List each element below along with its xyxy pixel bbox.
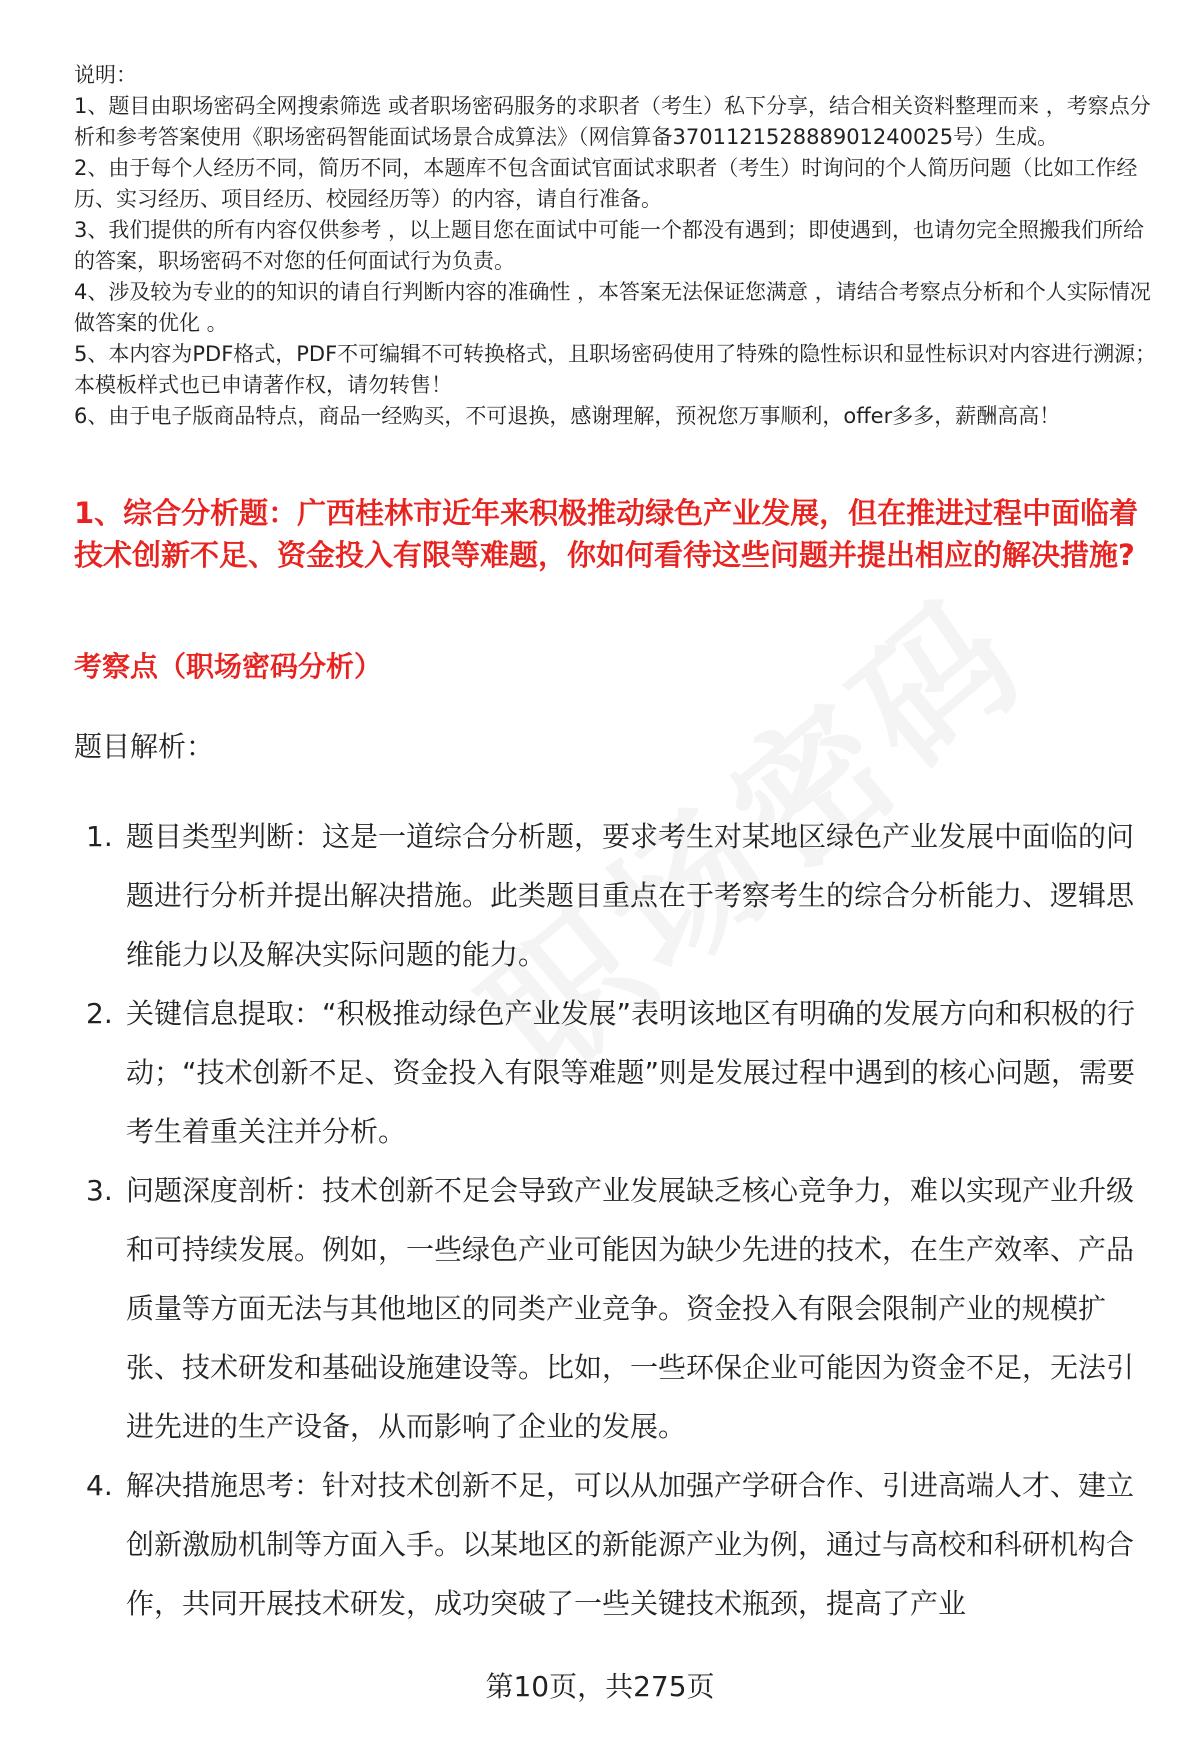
item-text: 题目类型判断：这是一道综合分析题，要求考生对某地区绿色产业发展中面临的问题进行分析并提出解决措施。此类题目重点在于考察考生的综合分析能力、逻辑思维能力以及解决实际问题的能力。 <box>126 820 1135 971</box>
note-item: 1、题目由职场密码全网搜索筛选 或者职场密码服务的求职者（考生）私下分享，结合相关资料整理而来 ，考察点分析和参考答案使用《职场密码智能面试场景合成算法》（网信算备370112152888901240025号）生成。 <box>74 94 1151 149</box>
analysis-list <box>74 807 1159 1633</box>
item-number: 1. <box>86 820 113 853</box>
note-item: 6、由于电子版商品特点，商品一经购买，不可退换，感谢理解，预祝您万事顺利，offer多多，薪酬高高！ <box>74 404 1061 428</box>
item-text: 问题深度剖析：技术创新不足会导致产业发展缺乏核心竞争力，难以实现产业升级和可持续发展。例如，一些绿色产业可能因为缺少先进的技术，在生产效率、产品质量等方面无法与其他地区的同类产业竞争。资金投入有限会限制产业的规模扩张、技术研发和基础设施建设等。比如，一些环保企业可能因为资金不足，无法引进先进的生产设备，从而影响了企业的发展。 <box>126 1174 1135 1443</box>
item-text: 关键信息提取：“积极推动绿色产业发展”表明该地区有明确的发展方向和积极的行动；“技术创新不足、资金投入有限等难题”则是发展过程中遇到的核心问题，需要考生着重关注并分析。 <box>126 997 1136 1148</box>
notes-title: 说明： <box>74 63 137 87</box>
notes-section <box>74 60 1159 432</box>
analysis-item <box>74 984 1159 1161</box>
section-title: 考察点（职场密码分析） <box>74 650 383 683</box>
item-number: 2. <box>86 997 113 1030</box>
note-item: 2、由于每个人经历不同，简历不同，本题库不包含面试官面试求职者（考生）时询问的个人简历问题（比如工作经历、实习经历、项目经历、校园经历等）的内容，请自行准备。 <box>74 156 1138 211</box>
item-number: 4. <box>86 1469 113 1502</box>
note-item: 4、涉及较为专业的的知识的请自行判断内容的准确性 ，本答案无法保证您满意 ，请结合考察点分析和个人实际情况做答案的优化 。 <box>74 280 1151 335</box>
note-item: 3、我们提供的所有内容仅供参考 ，以上题目您在面试中可能一个都没有遇到；即使遇到，也请勿完全照搬我们所给的答案，职场密码不对您的任何面试行为负责。 <box>74 218 1145 273</box>
analysis-label: 题目解析： <box>74 730 215 763</box>
page-footer: 第10页，共275页 <box>485 1670 715 1703</box>
analysis-item <box>74 807 1159 984</box>
item-text: 解决措施思考：针对技术创新不足，可以从加强产学研合作、引进高端人才、建立创新激励机制等方面入手。以某地区的新能源产业为例，通过与高校和科研机构合作，共同开展技术研发，成功突破了一些关键技术瓶颈，提高了产业 <box>126 1469 1135 1620</box>
note-item: 5、本内容为PDF格式，PDF不可编辑不可转换格式，且职场密码使用了特殊的隐性标识和显性标识对内容进行溯源；本模板样式也已申请著作权，请勿转售！ <box>74 342 1157 397</box>
analysis-item <box>74 1456 1159 1633</box>
item-number: 3. <box>86 1174 113 1207</box>
analysis-item <box>74 1161 1159 1456</box>
question-heading: 1、综合分析题：广西桂林市近年来积极推动绿色产业发展，但在推进过程中面临着技术创新不足、资金投入有限等难题，你如何看待这些问题并提出相应的解决措施? <box>74 496 1139 572</box>
